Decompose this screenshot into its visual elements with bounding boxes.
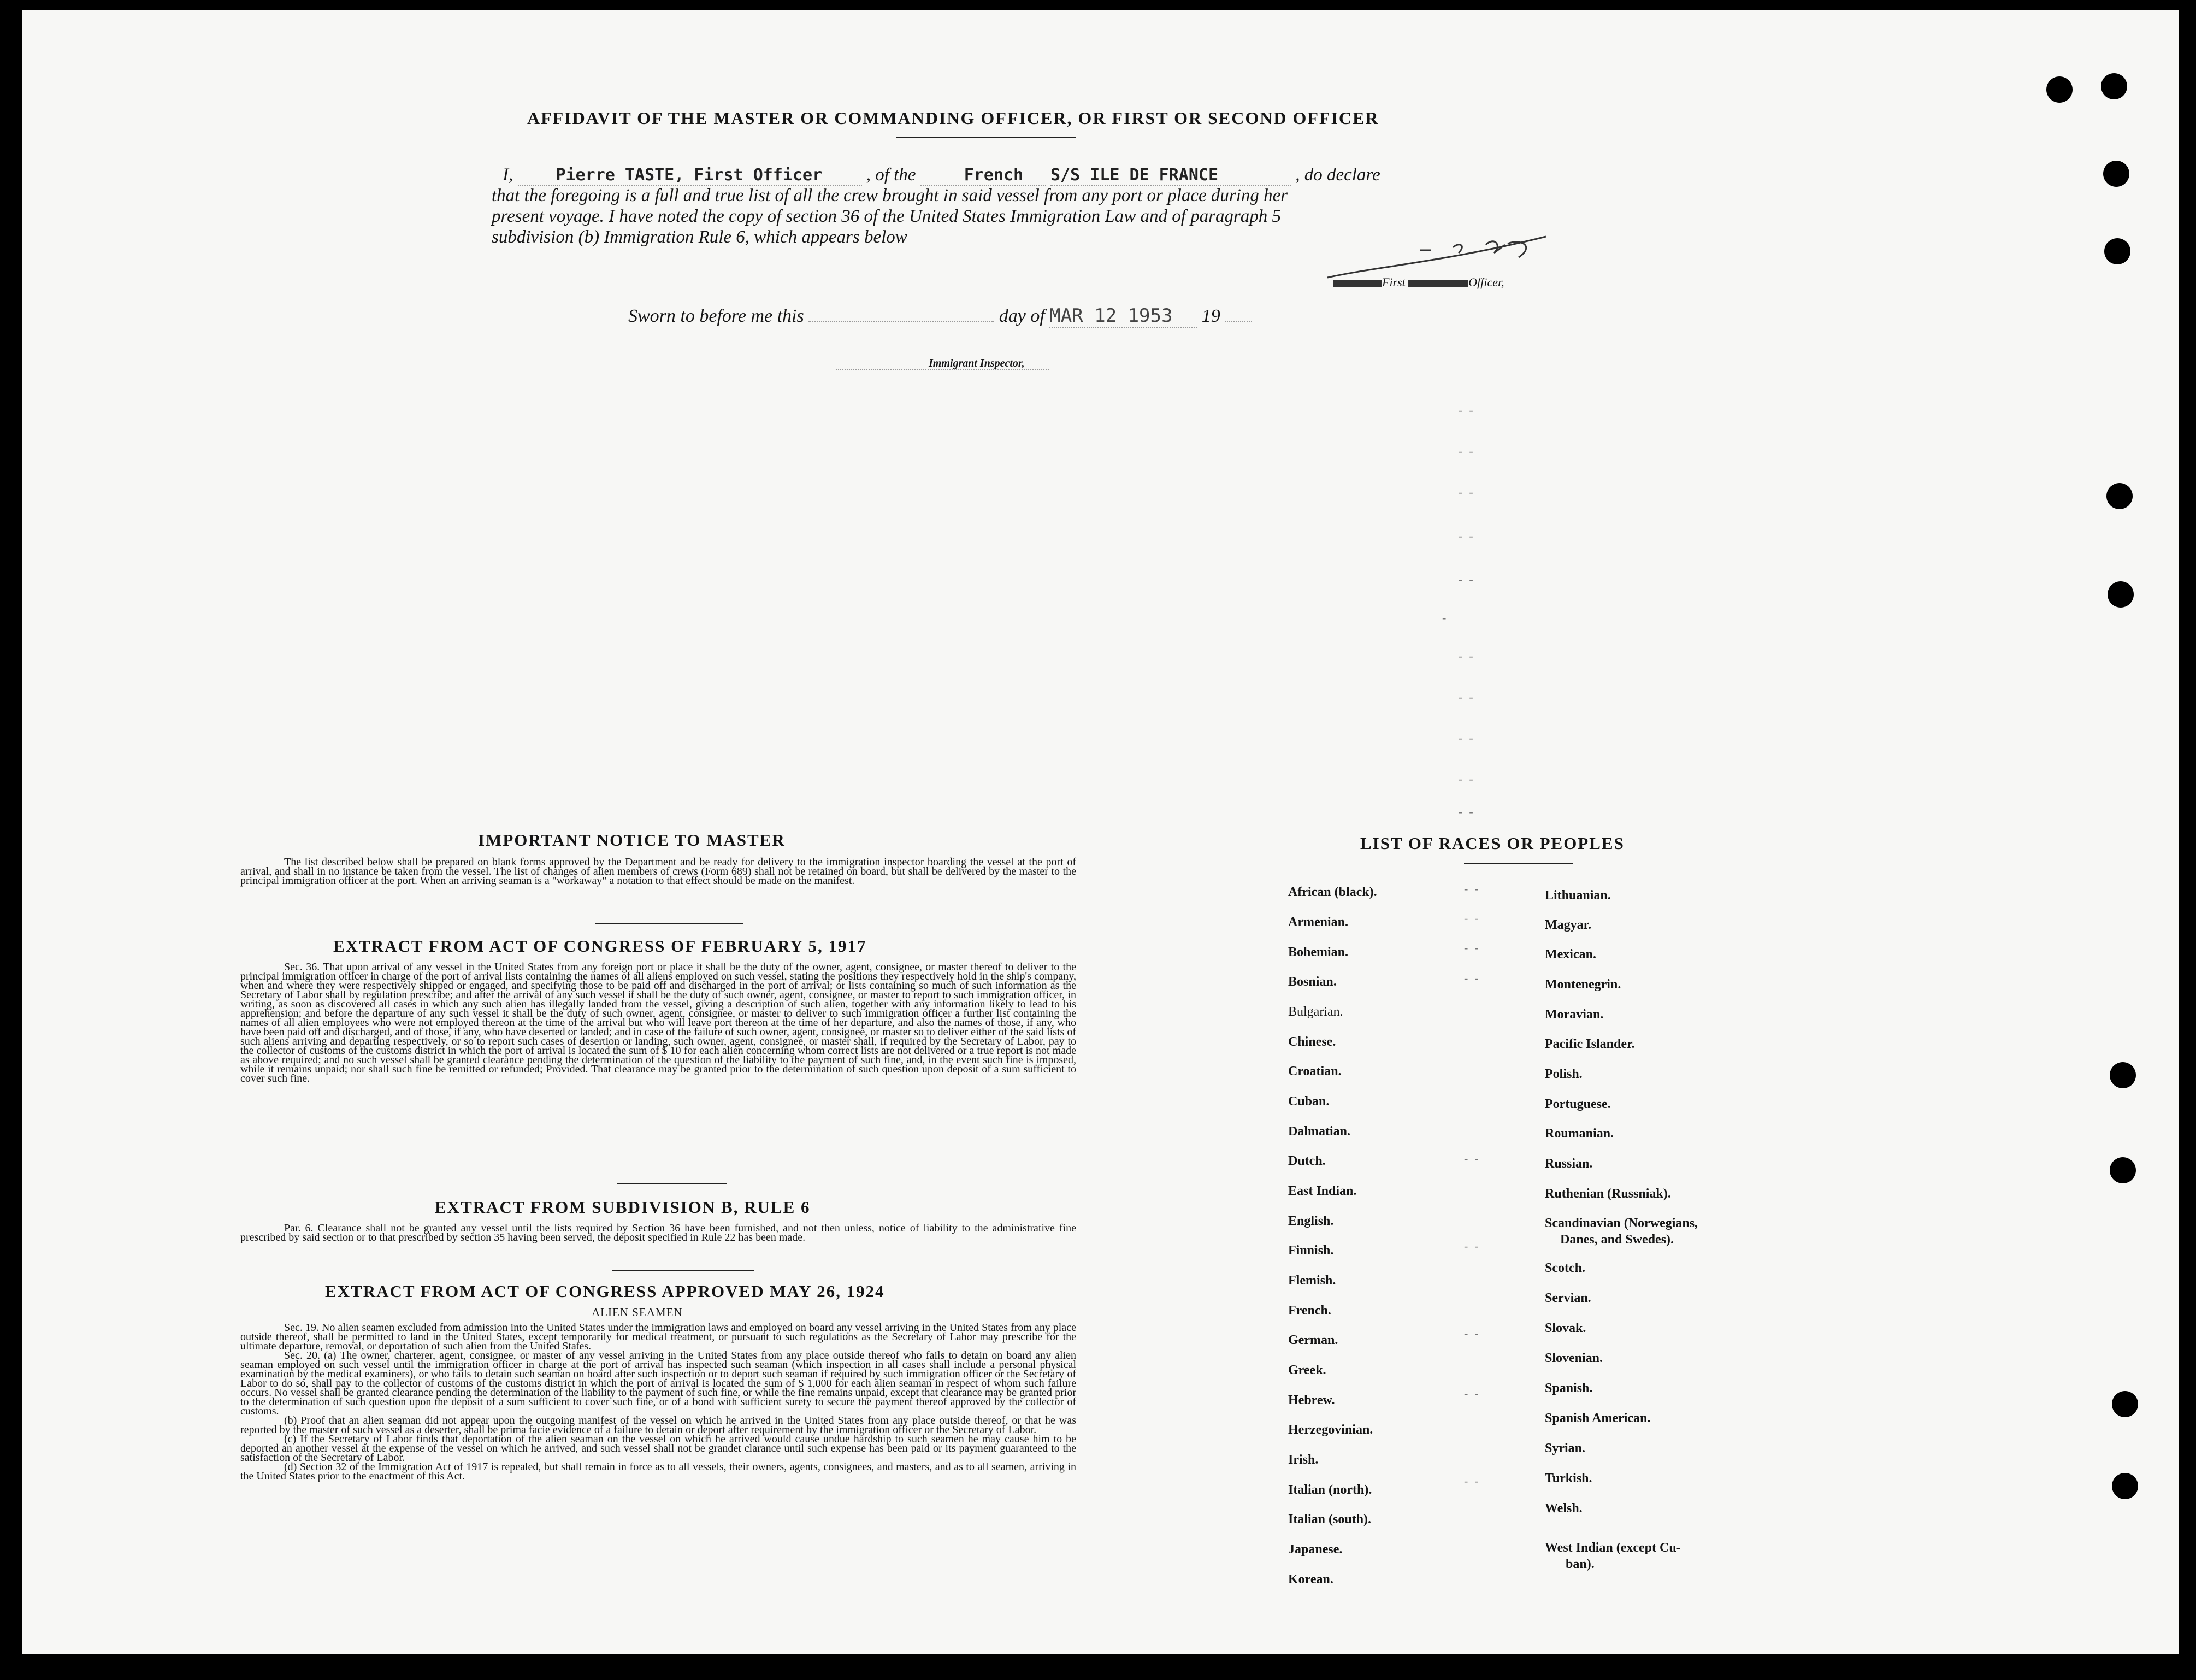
year-prefix: 19 (1201, 306, 1220, 326)
faint-mark: -- (1464, 971, 1485, 985)
race-item: Hebrew. (1288, 1393, 1335, 1407)
race-item: Scandinavian (Norwegians, (1545, 1216, 1698, 1230)
race-item: Mexican. (1545, 947, 1596, 962)
race-item: Montenegrin. (1545, 977, 1621, 992)
race-item: Japanese. (1288, 1542, 1343, 1557)
extract-rule6-title: EXTRACT FROM SUBDIVISION B, RULE 6 (435, 1198, 811, 1217)
affidavit-title: AFFIDAVIT OF THE MASTER OR COMMANDING OFFICER, OR FIRST OR SECOND OFFICER (527, 108, 1379, 128)
race-item: Spanish. (1545, 1381, 1593, 1395)
race-item: Portuguese. (1545, 1097, 1611, 1111)
punch-hole (2112, 1473, 2138, 1499)
affidavit-line-4: subdivision (b) Immigration Rule 6, which appears below (492, 227, 907, 247)
sworn-line (628, 305, 1252, 328)
vessel-field: S/S ILE DE FRANCE (1050, 166, 1291, 186)
pre-name-text: I, (503, 165, 513, 185)
officer-caption: Officer, (1468, 275, 1504, 289)
affidavit-line-3: present voyage. I have noted the copy of section 36 of the United States Immigration Law and of paragraph 5 (492, 207, 1282, 226)
day-of-text: day of (999, 306, 1045, 326)
faint-mark: -- (1459, 403, 1480, 417)
signature-caption (1333, 275, 1504, 290)
faint-mark: -- (1464, 911, 1485, 925)
section-19-paragraph: Sec. 19. No alien seamen excluded from admission into the United States under the immigration laws and employed on board any vessel arriving in the United States from any place outside thereof, shall be permitted to land in the United States, except temporarily for medical treatment, or pursuant to such regulations as the Secretary of Labor may prescribe for the ultimate departure, removal, or deportation of such alien from the United States. (240, 1322, 1076, 1352)
race-item: Polish. (1545, 1067, 1583, 1081)
race-item: Servian. (1545, 1291, 1591, 1305)
race-item: Russian. (1545, 1157, 1593, 1171)
do-declare-text: , do declare (1295, 165, 1380, 185)
punch-hole (2101, 73, 2127, 99)
faint-mark: - (1442, 611, 1453, 624)
race-item: Armenian. (1288, 915, 1348, 929)
faint-mark: -- (1464, 1474, 1485, 1488)
of-the-text: , of the (866, 165, 916, 185)
faint-mark: -- (1464, 882, 1485, 895)
faint-mark: -- (1459, 485, 1480, 499)
punch-hole (2103, 161, 2129, 187)
race-item-continuation: Danes, and Swedes). (1560, 1233, 1674, 1247)
faint-mark: -- (1464, 941, 1485, 954)
race-item: Greek. (1288, 1363, 1326, 1377)
notice-body (240, 858, 1076, 886)
race-item: German. (1288, 1333, 1338, 1347)
race-item: Bulgarian. (1288, 1005, 1343, 1019)
race-item: Irish. (1288, 1453, 1319, 1467)
race-item: Welsh. (1545, 1501, 1583, 1516)
race-item: Turkish. (1545, 1471, 1592, 1486)
extract-1917-title: EXTRACT FROM ACT OF CONGRESS OF FEBRUARY 5, 1917 (333, 936, 867, 956)
race-item: Croatian. (1288, 1064, 1342, 1078)
inspector-caption: Immigrant Inspector, (929, 357, 1025, 369)
faint-mark: -- (1464, 1387, 1485, 1400)
race-item: Lithuanian. (1545, 888, 1611, 903)
punch-hole (2110, 1157, 2136, 1183)
faint-mark: -- (1459, 649, 1480, 663)
extract-1917-body (240, 963, 1076, 1083)
section-20c-paragraph: (c) If the Secretary of Labor finds that deportation of the alien seaman on the vessel on which he arrived would cause undue hardship to such seamen he may cause him to be deported an another vessel at the expense of the vessel on which he arrived, and such vessel shall not be grandet clarance until such expense has been paid or its payment guaranteed to the satisfaction of the Secretary of Labor. (240, 1433, 1076, 1464)
faint-mark: -- (1459, 731, 1480, 745)
race-item: Flemish. (1288, 1274, 1336, 1288)
extract-rule6-paragraph: Par. 6. Clearance shall not be granted any vessel until the lists required by Section 36 have been furnished, and not then unless, notice of liability to the administrative fine prescribed by said section or to that prescribed by section 35 having been served, the deposit specified in Rule 22 has been made. (240, 1222, 1076, 1243)
faint-mark: -- (1459, 690, 1480, 704)
affidavit-line-1 (503, 165, 1380, 186)
race-item: Spanish American. (1545, 1411, 1651, 1425)
race-item: Syrian. (1545, 1441, 1586, 1455)
section-20a-paragraph: Sec. 20. (a) The owner, charterer, agent, consignee, or master of any vessel arriving in the United States from any place outside thereof who fails to detain on board any alien seaman employed on such vessel until the immigration officer in charge at the port of arrival has inspected such seaman (which inspection in all cases shall include a personal physical examination by the medical examiners), or who fails to detain such seaman on board after such inspection or to deport such seaman if required by such immigration officer or the Secretary of Labor to do so, shall pay to the collector of customs of the customs district in which the port of arrival is located the sum of $ 1,000 for each alien seaman in respect of whom such failure occurs. No vessel shall be granted clearance pending the determination of the liability to the payment of such fine, or while the fine remains unpaid, except that clearance may be granted prior to the determination of such question upon the deposit of a sum sufficient to cover such fine, or of a bond with sufficient surety to secure the payment thereof approved by the collector of customs. (240, 1349, 1076, 1417)
race-item: Bohemian. (1288, 945, 1349, 959)
nationality-field: French (920, 166, 1046, 186)
race-item: East Indian. (1288, 1184, 1357, 1198)
race-item: Dalmatian. (1288, 1124, 1350, 1139)
race-item: Dutch. (1288, 1154, 1326, 1168)
faint-mark: -- (1459, 529, 1480, 543)
divider (617, 1183, 727, 1184)
faint-mark: -- (1459, 772, 1480, 786)
extract-1924-body (240, 1323, 1076, 1481)
race-item: Finnish. (1288, 1243, 1334, 1258)
race-item: Roumanian. (1545, 1127, 1614, 1141)
race-item: West Indian (except Cu- (1545, 1541, 1681, 1555)
race-item: Bosnian. (1288, 975, 1337, 989)
race-item: Pacific Islander. (1545, 1037, 1635, 1051)
divider (896, 137, 1076, 138)
race-item: Slovak. (1545, 1321, 1586, 1335)
race-item: Magyar. (1545, 918, 1592, 932)
race-item: Scotch. (1545, 1261, 1585, 1275)
race-item: Ruthenian (Russniak). (1545, 1187, 1671, 1201)
race-item: Herzegovinian. (1288, 1423, 1373, 1437)
punch-hole (2112, 1391, 2138, 1417)
faint-mark: -- (1459, 573, 1480, 586)
affidavit-line-2: that the foregoing is a full and true list of all the crew brought in said vessel from any port or place during her (492, 186, 1288, 205)
extract-rule6-body (240, 1224, 1076, 1242)
punch-hole (2110, 1062, 2136, 1088)
divider (612, 1270, 754, 1271)
race-item: Cuban. (1288, 1094, 1330, 1109)
race-item: Italian (north). (1288, 1483, 1372, 1497)
sworn-text: Sworn to before me this (628, 306, 804, 326)
race-item: Korean. (1288, 1572, 1333, 1587)
race-item: English. (1288, 1214, 1334, 1228)
races-title: LIST OF RACES OR PEOPLES (1360, 834, 1625, 853)
punch-hole (2106, 483, 2133, 509)
document-page (22, 10, 2179, 1654)
notice-paragraph: The list described below shall be prepared on blank forms approved by the Department and be ready for delivery to the immigration inspector boarding the vessel at the port of arrival, and shall in no instance be taken from the vessel. The list of changes of alien members of crews (Form 689) shall not be retained on board, but shall be delivered by the master to the principal immigration officer at the port. When an arriving seaman is a "workaway" a notation to that effect should be made on the manifest. (240, 856, 1076, 887)
notice-title: IMPORTANT NOTICE TO MASTER (478, 830, 786, 850)
divider (595, 923, 743, 924)
extract-1924-title: EXTRACT FROM ACT OF CONGRESS APPROVED MAY 26, 1924 (325, 1282, 885, 1301)
date-stamp: MAR 12 1953 (1049, 305, 1197, 328)
faint-mark: -- (1464, 1152, 1485, 1165)
alien-seamen-subtitle: ALIEN SEAMEN (592, 1306, 683, 1319)
race-item: French. (1288, 1304, 1331, 1318)
punch-hole (2108, 581, 2134, 608)
race-item: African (black). (1288, 885, 1377, 899)
first-caption: First (1382, 275, 1406, 289)
race-item: Chinese. (1288, 1035, 1336, 1049)
officer-name-field: Pierre TASTE, First Officer (518, 166, 862, 186)
faint-mark: -- (1459, 444, 1480, 458)
section-20d-paragraph: (d) Section 32 of the Immigration Act of 1917 is repealed, but shall remain in force as to all vessels, their owners, agents, consignees, and masters, and as to all seamen, arriving in the United States prior to the enactment of this Act. (240, 1461, 1076, 1482)
punch-hole (2046, 76, 2073, 103)
race-item: Moravian. (1545, 1007, 1604, 1022)
extract-1917-paragraph: Sec. 36. That upon arrival of any vessel in the United States from any foreign port or place it shall be the duty of the owner, agent, consignee, or master thereof to deliver to the principal immigration officer in charge of the port of arrival lists containing the names of all aliens employed on such vessel, stating the positions they respectively hold in the ship's company, when and where they were respectively shipped or engaged, and specifying those to be paid off and discharged in the port of arrival; or lists containing so much of such information as the Secretary of Labor shall by regulation prescribe; and after the arrival of any such vessel it shall be the duty of such owner, agent, consignee, or master to report to such immigration officer, in writing, as soon as discovered all cases in which any such alien has illegally landed from the vessel, giving a description of such alien, together with any information likely to lead to his apprehension; and before the departure of any such vessel it shall be the duty of such owner, agent, consignee, or master to deliver to such immigration officer a further list containing the names of all alien employees who were not employed thereon at the time of the arrival but who will leave port thereon at the time of her departure, and also the names of those, if any, who have been paid off and discharged, and of those, if any, who have deserted or landed; and in case of the failure of such owner, agent, consignee, or master so to deliver either of the said lists of such aliens arriving and departing respectively, or so to report such cases of desertion or landing, such owner, agent, consignee, or master shall, if required by the Secretary of Labor, pay to the collector of customs of the customs district in which the port of arrival is located the sum of $ 10 for each alien concerning whom correct lists are not delivered or a true report is not made as above required; and no such vessel shall be granted clearance pending the determination of the question of the liability to the payment of such fine, and, in the event such fine is imposed, while it remains unpaid; nor shall such fine be remitted or refunded; Provided. That clearance may be granted prior to the determination of such question upon deposit of a sum sufficient to cover such fine. (240, 961, 1076, 1084)
faint-mark: -- (1464, 1239, 1485, 1253)
divider (1464, 863, 1573, 864)
faint-mark: -- (1459, 805, 1480, 818)
faint-mark: -- (1464, 1327, 1485, 1340)
race-item: Slovenian. (1545, 1351, 1603, 1365)
section-20b-paragraph: (b) Proof that an alien seaman did not appear upon the outgoing manifest of the vessel on which he arrived in the United States from any place outside thereof, or that he was reported by the master of such vessel as a deserter, shall be prima facie evidence of a failure to detain or deport after requirement by the immigration officer or the Secretary of Labor. (240, 1414, 1076, 1436)
race-item: Italian (south). (1288, 1512, 1372, 1526)
race-item-continuation: ban). (1566, 1557, 1595, 1571)
punch-hole (2104, 238, 2130, 264)
